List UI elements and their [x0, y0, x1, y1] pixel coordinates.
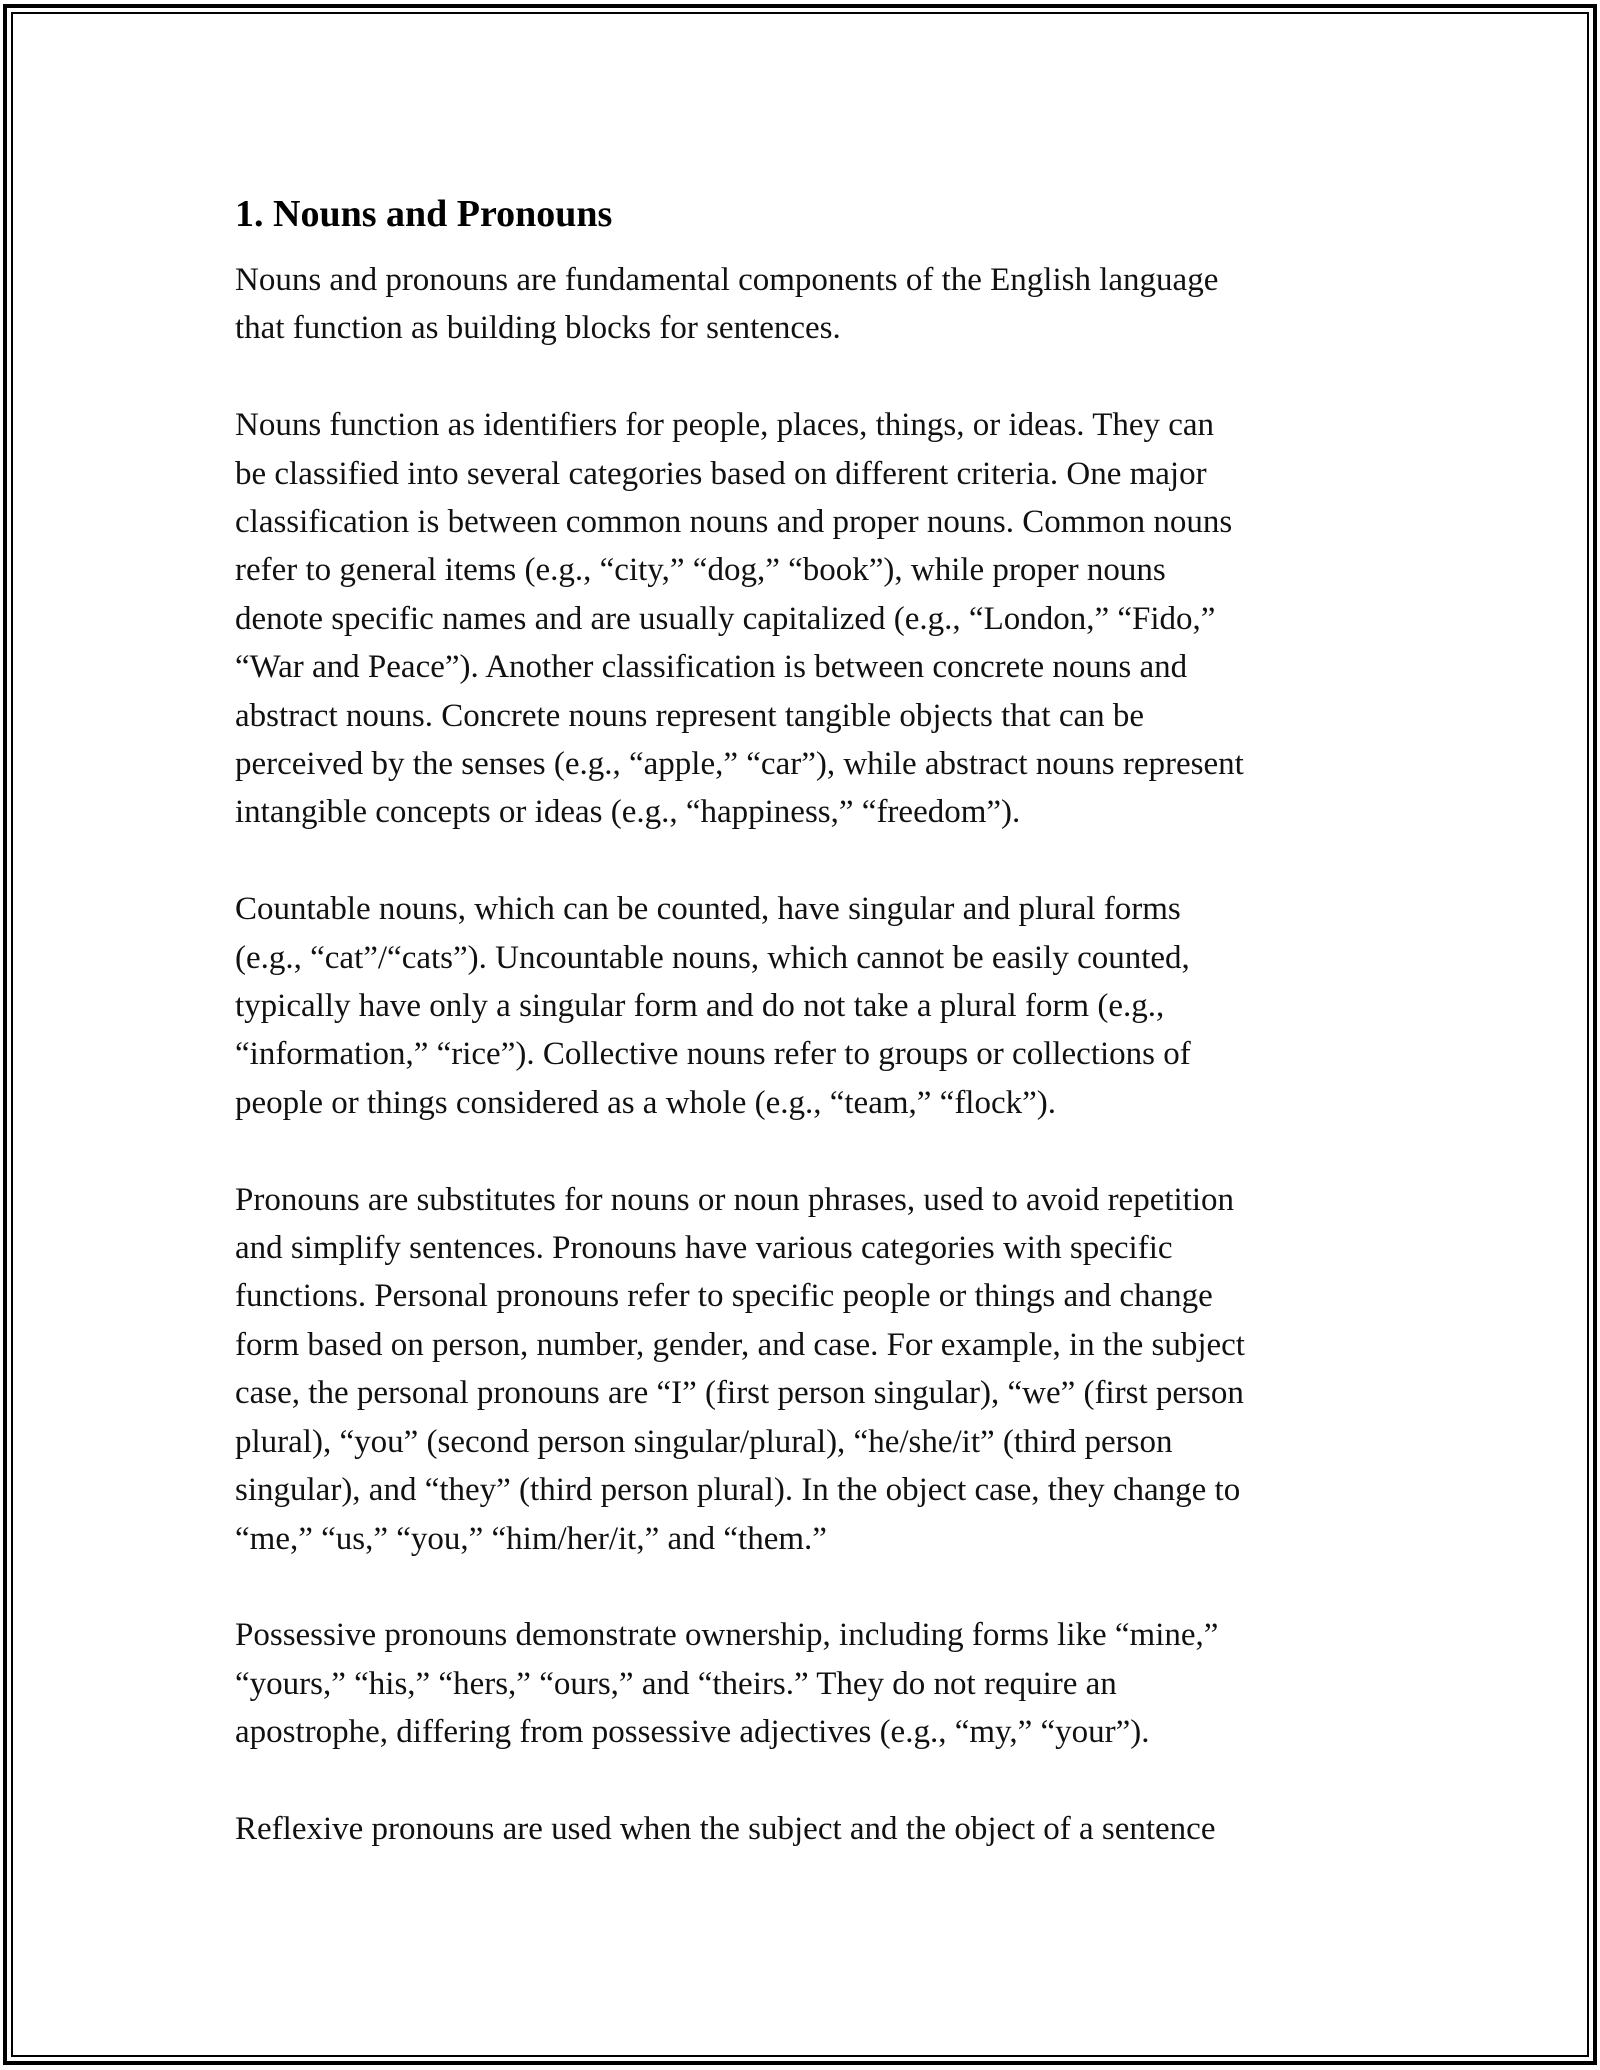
paragraph-line: be classified into several categories based on different criteria. One major: [235, 455, 1207, 492]
paragraph-line: people or things considered as a whole (e.g., “team,” “flock”).: [235, 1084, 1057, 1121]
paragraph-line: Countable nouns, which can be counted, have singular and plural forms: [235, 891, 1181, 928]
paragraph-line: plural), “you” (second person singular/plural), “he/she/it” (third person: [235, 1423, 1173, 1460]
paragraph-line: refer to general items (e.g., “city,” “dog,” “book”), while proper nouns: [235, 552, 1166, 589]
paragraph-line: Reflexive pronouns are used when the subject and the object of a sentence: [235, 1810, 1216, 1847]
paragraph-line: “information,” “rice”). Collective nouns refer to groups or collections of: [235, 1036, 1191, 1073]
paragraph-line: singular), and “they” (third person plural). In the object case, they change to: [235, 1472, 1241, 1509]
paragraph-line: that function as building blocks for sentences.: [235, 310, 841, 347]
paragraph-line: functions. Personal pronouns refer to specific people or things and change: [235, 1278, 1213, 1315]
paragraph-line: apostrophe, differing from possessive adjectives (e.g., “my,” “your”).: [235, 1714, 1150, 1751]
paragraph-line: “yours,” “his,” “hers,” “ours,” and “theirs.” They do not require an: [235, 1665, 1117, 1702]
paragraph-line: perceived by the senses (e.g., “apple,” “car”), while abstract nouns represent: [235, 746, 1244, 783]
paragraph-line: Nouns function as identifiers for people, places, things, or ideas. They can: [235, 407, 1215, 444]
paragraph-line: form based on person, number, gender, and case. For example, in the subject: [235, 1326, 1245, 1363]
paragraph-noun-types: [235, 401, 1370, 837]
paragraph-line: case, the personal pronouns are “I” (first person singular), “we” (first person: [235, 1375, 1244, 1412]
paragraph-line: denote specific names and are usually capitalized (e.g., “London,” “Fido,”: [235, 600, 1216, 637]
paragraph-line: intangible concepts or ideas (e.g., “happiness,” “freedom”).: [235, 794, 1021, 831]
paragraph-line: and simplify sentences. Pronouns have various categories with specific: [235, 1230, 1173, 1267]
section-heading: 1. Nouns and Pronouns: [235, 193, 613, 235]
paragraph-personal-pronouns: [235, 1176, 1370, 1563]
paragraph-line: typically have only a singular form and do not take a plural form (e.g.,: [235, 988, 1165, 1025]
paragraph-line: Possessive pronouns demonstrate ownership, including forms like “mine,”: [235, 1617, 1219, 1654]
paragraph-line: (e.g., “cat”/“cats”). Uncountable nouns, which cannot be easily counted,: [235, 939, 1190, 976]
paragraph-countable-nouns: [235, 885, 1370, 1127]
paragraph-line: Nouns and pronouns are fundamental components of the English language: [235, 262, 1219, 298]
paragraph-line: abstract nouns. Concrete nouns represent tangible objects that can be: [235, 697, 1145, 734]
paragraph-intro: [235, 256, 1370, 353]
paragraph-line: classification is between common nouns and proper nouns. Common nouns: [235, 504, 1233, 541]
document-body: [235, 186, 1370, 1902]
paragraph-line: Pronouns are substitutes for nouns or noun phrases, used to avoid repetition: [235, 1181, 1235, 1218]
paragraph-possessive-pronouns: [235, 1611, 1370, 1756]
paragraph-line: “War and Peace”). Another classification is between concrete nouns and: [235, 649, 1188, 686]
paragraph-reflexive-pronouns: [235, 1805, 1370, 1853]
paragraph-line: “me,” “us,” “you,” “him/her/it,” and “them.”: [235, 1520, 827, 1557]
